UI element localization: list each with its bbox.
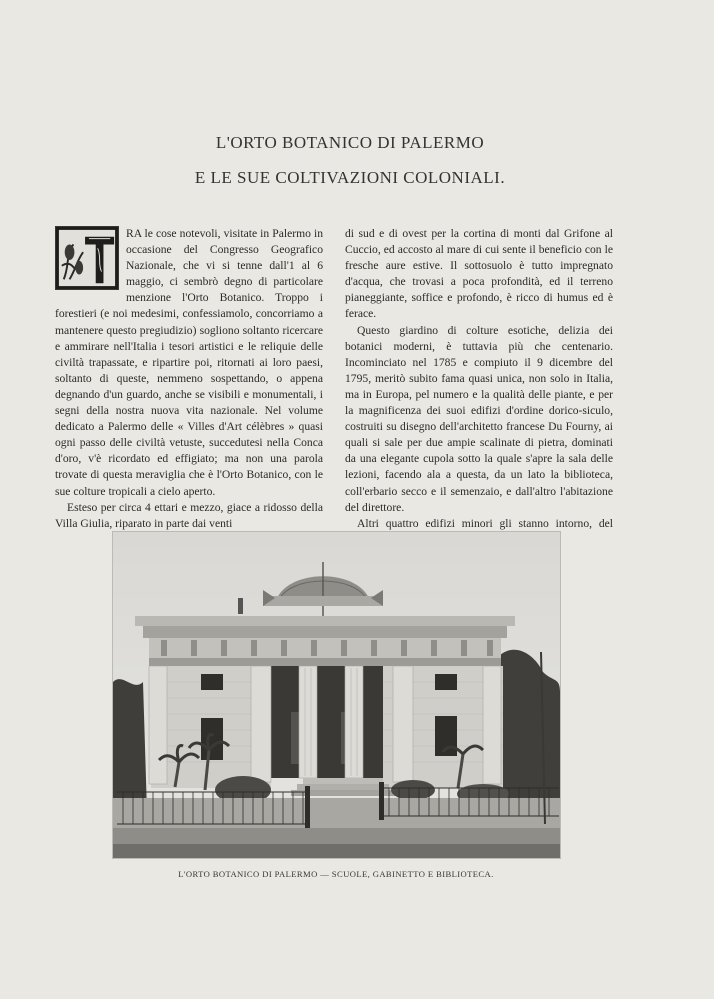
drop-cap-ornament — [55, 226, 119, 290]
paragraph: di sud e di ovest per la cortina di monti dal Grifone al Cuccio, ed accosto al mare di cui sente il beneficio con le fresche aure estive. Il sottosuolo è tutto impregnato d'acqua, che trovasi a poca profondità, ed il terreno pianeggiante, soffice e profondo, è ricco di humus ed è ferace. — [345, 227, 613, 321]
paragraph: Altri quattro edifizi minori gli stanno intorno, del — [357, 516, 613, 530]
text-column-right — [345, 226, 613, 548]
paragraph: Esteso per circa 4 ettari e mezzo, giace a ridosso della Villa Giulia, riparato in parte dai venti — [55, 500, 323, 530]
text-column-left — [55, 226, 323, 532]
paragraph: RA le cose notevoli, visitate in Palermo in occasione del Congresso Geografico Nazionale, che vi si tenne dall'1 al 6 maggio, ci sembrò degno di particolare menzione l'Orto Botanico. Troppo i forestieri (e noi medesimi, confessiamolo, concorriamo a mantenere questo pregiudizio) sogliono soltanto ricercare e ammirare nell'Italia i tesori artistici e le reliquie delle civiltà trapassate, e ripartire poi, ritornati ai loro paesi, soltanto di queste, nemmeno sospettando, o appena degnando d'un guardo, anche se visibili e monumentali, i segni della nostra nuova vita nazionale. Nel volume dedicato a Palermo delle « Villes d'Art célèbres » quasi ogni passo delle civiltà vetuste, succedutesi nella Conca d'oro, v'è ricordato ed effigiato; ma non una parola trovate di questa meraviglia che è l'Orto Botanico, con le sue colture tropicali a cielo aperto. — [55, 227, 323, 498]
paragraph: Questo giardino di colture esotiche, delizia dei botanici moderni, è tuttavia più che centenario. Incominciato nel 1785 e compiuto il 9 dicembre del 1795, meritò subito fama quasi unica, non solo in Italia, ma in Europa, pel numero e la qualità delle piante, e per la magnificenza dei suoi edifizi d'ordine dorico-siculo, costruiti su disegno dell'architetto francese Du Fourny, ai quali si sale per due ampie scalinate di pietra, dominati da una elegante cupola sotto la quale s'apre la sala delle lezioni, facendo ala a questa, da un lato la biblioteca, coll'erbario secco e il semenzaio, e dall'altro l'abitazione del direttore. — [345, 323, 613, 514]
figure-caption: L'ORTO BOTANICO DI PALERMO — SCUOLE, GABINETTO E BIBLIOTECA. — [178, 869, 494, 879]
article-subtitle: E LE SUE COLTIVAZIONI COLONIALI. — [194, 168, 506, 187]
ornamental-initial-icon — [56, 227, 118, 289]
building-photograph — [112, 531, 561, 859]
article-title: L'ORTO BOTANICO DI PALERMO — [215, 133, 485, 152]
